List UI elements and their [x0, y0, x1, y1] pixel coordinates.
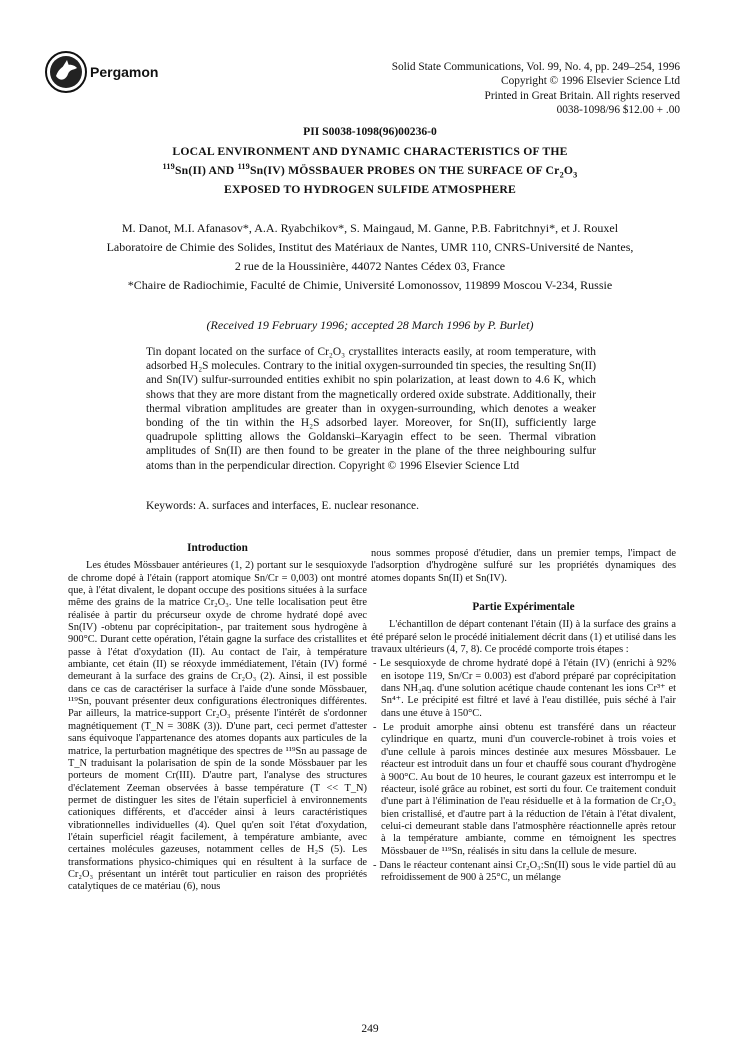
title-line-2: $^{119}$Sn(II) AND $^{119}$Sn(IV) MÖSSBAUER PROBES ON THE SURFACE OF $Cr_2O_3$ — [162, 162, 578, 180]
pii-identifier: PII S0038-1098(96)00236-0 — [303, 125, 437, 138]
procedure-step: - Dans le réacteur contenant ainsi Cr₂O₃:Sn(II) sous le vide partiel dû au refroidissement de 900 à 25°C, un mélange — [373, 859, 676, 884]
affiliation-1: Laboratoire de Chimie des Solides, Institut des Matériaux de Nantes, UMR 110, CNRS-Université de Nantes, — [106, 240, 634, 254]
left-column — [68, 542, 367, 894]
abstract: Tin dopant located on the surface of Cr₂O₃ crystallites interacts easily, at room temperature, with adsorbed H₂S molecules. Contrary to the initial oxygen-surrounded tin species, the resulting Sn(II) and Sn(IV) sulfur-surrounded entities exhibit no spin polarization, at least down to 4.6 K, which shows that they are more distant from the magnetically ordered oxide substrate. Additionally, their thermal vibration amplitudes are greater than in oxygen-surrounding, which denotes a weaker bonding of the tin within the H₂S adsorbed layer. Moreover, for Sn(II), sufficiently large quadrupole splitting allows the Goldanski–Karyagin effect to be seen. Thermal vibration amplitudes of Sn(II) are then found to be greater in the plane of the three neighbouring sulfur atoms than in the perpendicular direction. Copyright © 1996 Elsevier Science Ltd — [146, 346, 597, 472]
section-heading-introduction: Introduction — [187, 542, 248, 554]
pergamon-emblem-icon — [44, 50, 88, 94]
right-column — [371, 548, 676, 885]
journal-info — [392, 60, 680, 118]
issn-price: 0038-1098/96 $12.00 + .00 — [556, 104, 680, 117]
section-heading-experimental: Partie Expérimentale — [472, 601, 575, 614]
title-line-1: LOCAL ENVIRONMENT AND DYNAMIC CHARACTERISTICS OF THE — [172, 145, 568, 158]
copyright-line: Copyright © 1996 Elsevier Science Ltd — [501, 75, 680, 88]
author-block — [40, 219, 700, 295]
title-line-3: EXPOSED TO HYDROGEN SULFIDE ATMOSPHERE — [223, 183, 517, 196]
publisher-logo — [44, 50, 158, 94]
journal-citation: Solid State Communications, Vol. 99, No. 4, pp. 249–254, 1996 — [391, 61, 680, 73]
affiliation-3: *Chaire de Radiochimie, Faculté de Chimie, Université Lomonossov, 119899 Moscou V-234, Russie — [127, 278, 613, 292]
affiliation-2: 2 rue de la Houssinière, 44072 Nantes Cédex 03, France — [234, 259, 506, 273]
keywords: Keywords: A. surfaces and interfaces, E. nuclear resonance. — [146, 500, 419, 512]
introduction-continuation: nous sommes proposé d'étudier, dans un premier temps, l'impact de l'adsorption d'hydrogène sulfuré sur les propriétés dynamiques des atomes dopants Sn(II) et Sn(IV). — [371, 548, 676, 584]
publisher-name: Pergamon — [90, 64, 159, 80]
procedure-step: - Le produit amorphe ainsi obtenu est transféré dans un réacteur cylindrique en quartz, muni d'un couvercle-robinet à trois voies et d'une cellule à parois minces destinée aux mesures Mössbauer. Le réacteur est introduit dans un four et chauffé sous courant d'hydrogène à 900°C. Au bout de 10 heures, le courant gazeux est interrompu et le réacteur, isolé grâce au robinet, est sorti du four. Ce traitement conduit d'une part à l'élimination de l'eau résiduelle et à la formation de Cr₂O₃ bien cristallisé, et d'autre part à la réduction de l'étain à l'état divalent, celui-ci demeurant stable dans l'atmosphère réactionnelle après retour à la température ambiante, comme en témoignent les spectres Mössbauer de ¹¹⁹Sn, réalisés in situ dans la cellule de mesure. — [373, 722, 676, 857]
paper-title — [70, 142, 670, 199]
procedure-step: - Le sesquioxyde de chrome hydraté dopé à l'étain (IV) (enrichi à 92% en isotope 119, Sn/Cr = 0.003) est d'abord préparé par coprécipitation dans NH₃aq. d'une solution acétique chaude contenant les ions Cr³⁺ et Sn⁴⁺. Le précipité est filtré et lavé à l'eau distillée, puis séché à l'air dans une étuve à 150°C. — [373, 658, 676, 719]
experimental-intro: L'échantillon de départ contenant l'étain (II) à la surface des grains a été préparé selon le procédé initialement décrit dans (1) et utilisé dans les travaux ultérieurs (4, 7, 8). Ce procédé comporte trois étapes : — [371, 619, 676, 656]
author-list: M. Danot, M.I. Afanasov*, A.A. Ryabchikov*, S. Maingaud, M. Ganne, P.B. Fabritchnyi*, et J. Rouxel — [121, 221, 619, 235]
introduction-paragraph: Les études Mössbauer antérieures (1, 2) portant sur le sesquioxyde de chrome dopé à l'étain (rapport atomique Sn/Cr = 0,003) ont montré que, à l'état divalent, le dopant occupe des positions situées à la surface même des grains de la matrice Cr₂O₃. Une telle localisation peut être réalisée à partir du précurseur oxyde de chrome hydraté dopé avec Sn(IV) -obtenu par coprécipitation-, par traitement sous hydrogène à 900°C. Durant cette opération, l'étain gagne la surface des cristallites et passe à l'état d'oxydation (II). Au contact de l'air, à température ambiante, cet étain (II) se réoxyde immédiatement, l'étain (IV) formé demeurant à la surface des grains de Cr₂O₃ (2). Ainsi, il est possible dans ce cas de caractériser la surface à l'aide d'une sonde Mössbauer, ¹¹⁹Sn, pouvant présenter deux configurations électroniques différentes. Par ailleurs, la matrice-support Cr₂O₃ présente l'intérêt de s'ordonner magnétiquement (T_N = 308K (3)). D'une part, ceci permet d'attester sans équivoque l'appartenance des atomes dopants aux particules de la matrice, la perturbation magnétique des spectres de ¹¹⁹Sn au passage de T_N traduisant la polarisation de spin de la sonde Mössbauer par les porteurs de moment Cr(III). D'autre part, l'analyse des structures d'éclatement Zeeman observées à basse température (T << T_N) permet de distinguer les sites de l'étain superficiel à environnements cationiques différents, et d'accéder ainsi à leurs caractéristiques vibrationnelles individuelles (4). Quel qu'en soit l'état d'oxydation, l'étain superficiel réagit facilement, à température ambiante, avec certaines molécules gazeuses, notamment celles de H₂S (5). Les transformations physico-chimiques qui en résultent à la surface de Cr₂O₃ présentant un intérêt tout particulier en raison des propriétés catalytiques de ce matériau (6), nous — [68, 560, 367, 893]
procedure-steps — [371, 658, 676, 884]
received-dates: (Received 19 February 1996; accepted 28 March 1996 by P. Burlet) — [206, 318, 534, 332]
printed-line: Printed in Great Britain. All rights reserved — [484, 89, 680, 102]
page-number: 249 — [361, 1023, 379, 1035]
